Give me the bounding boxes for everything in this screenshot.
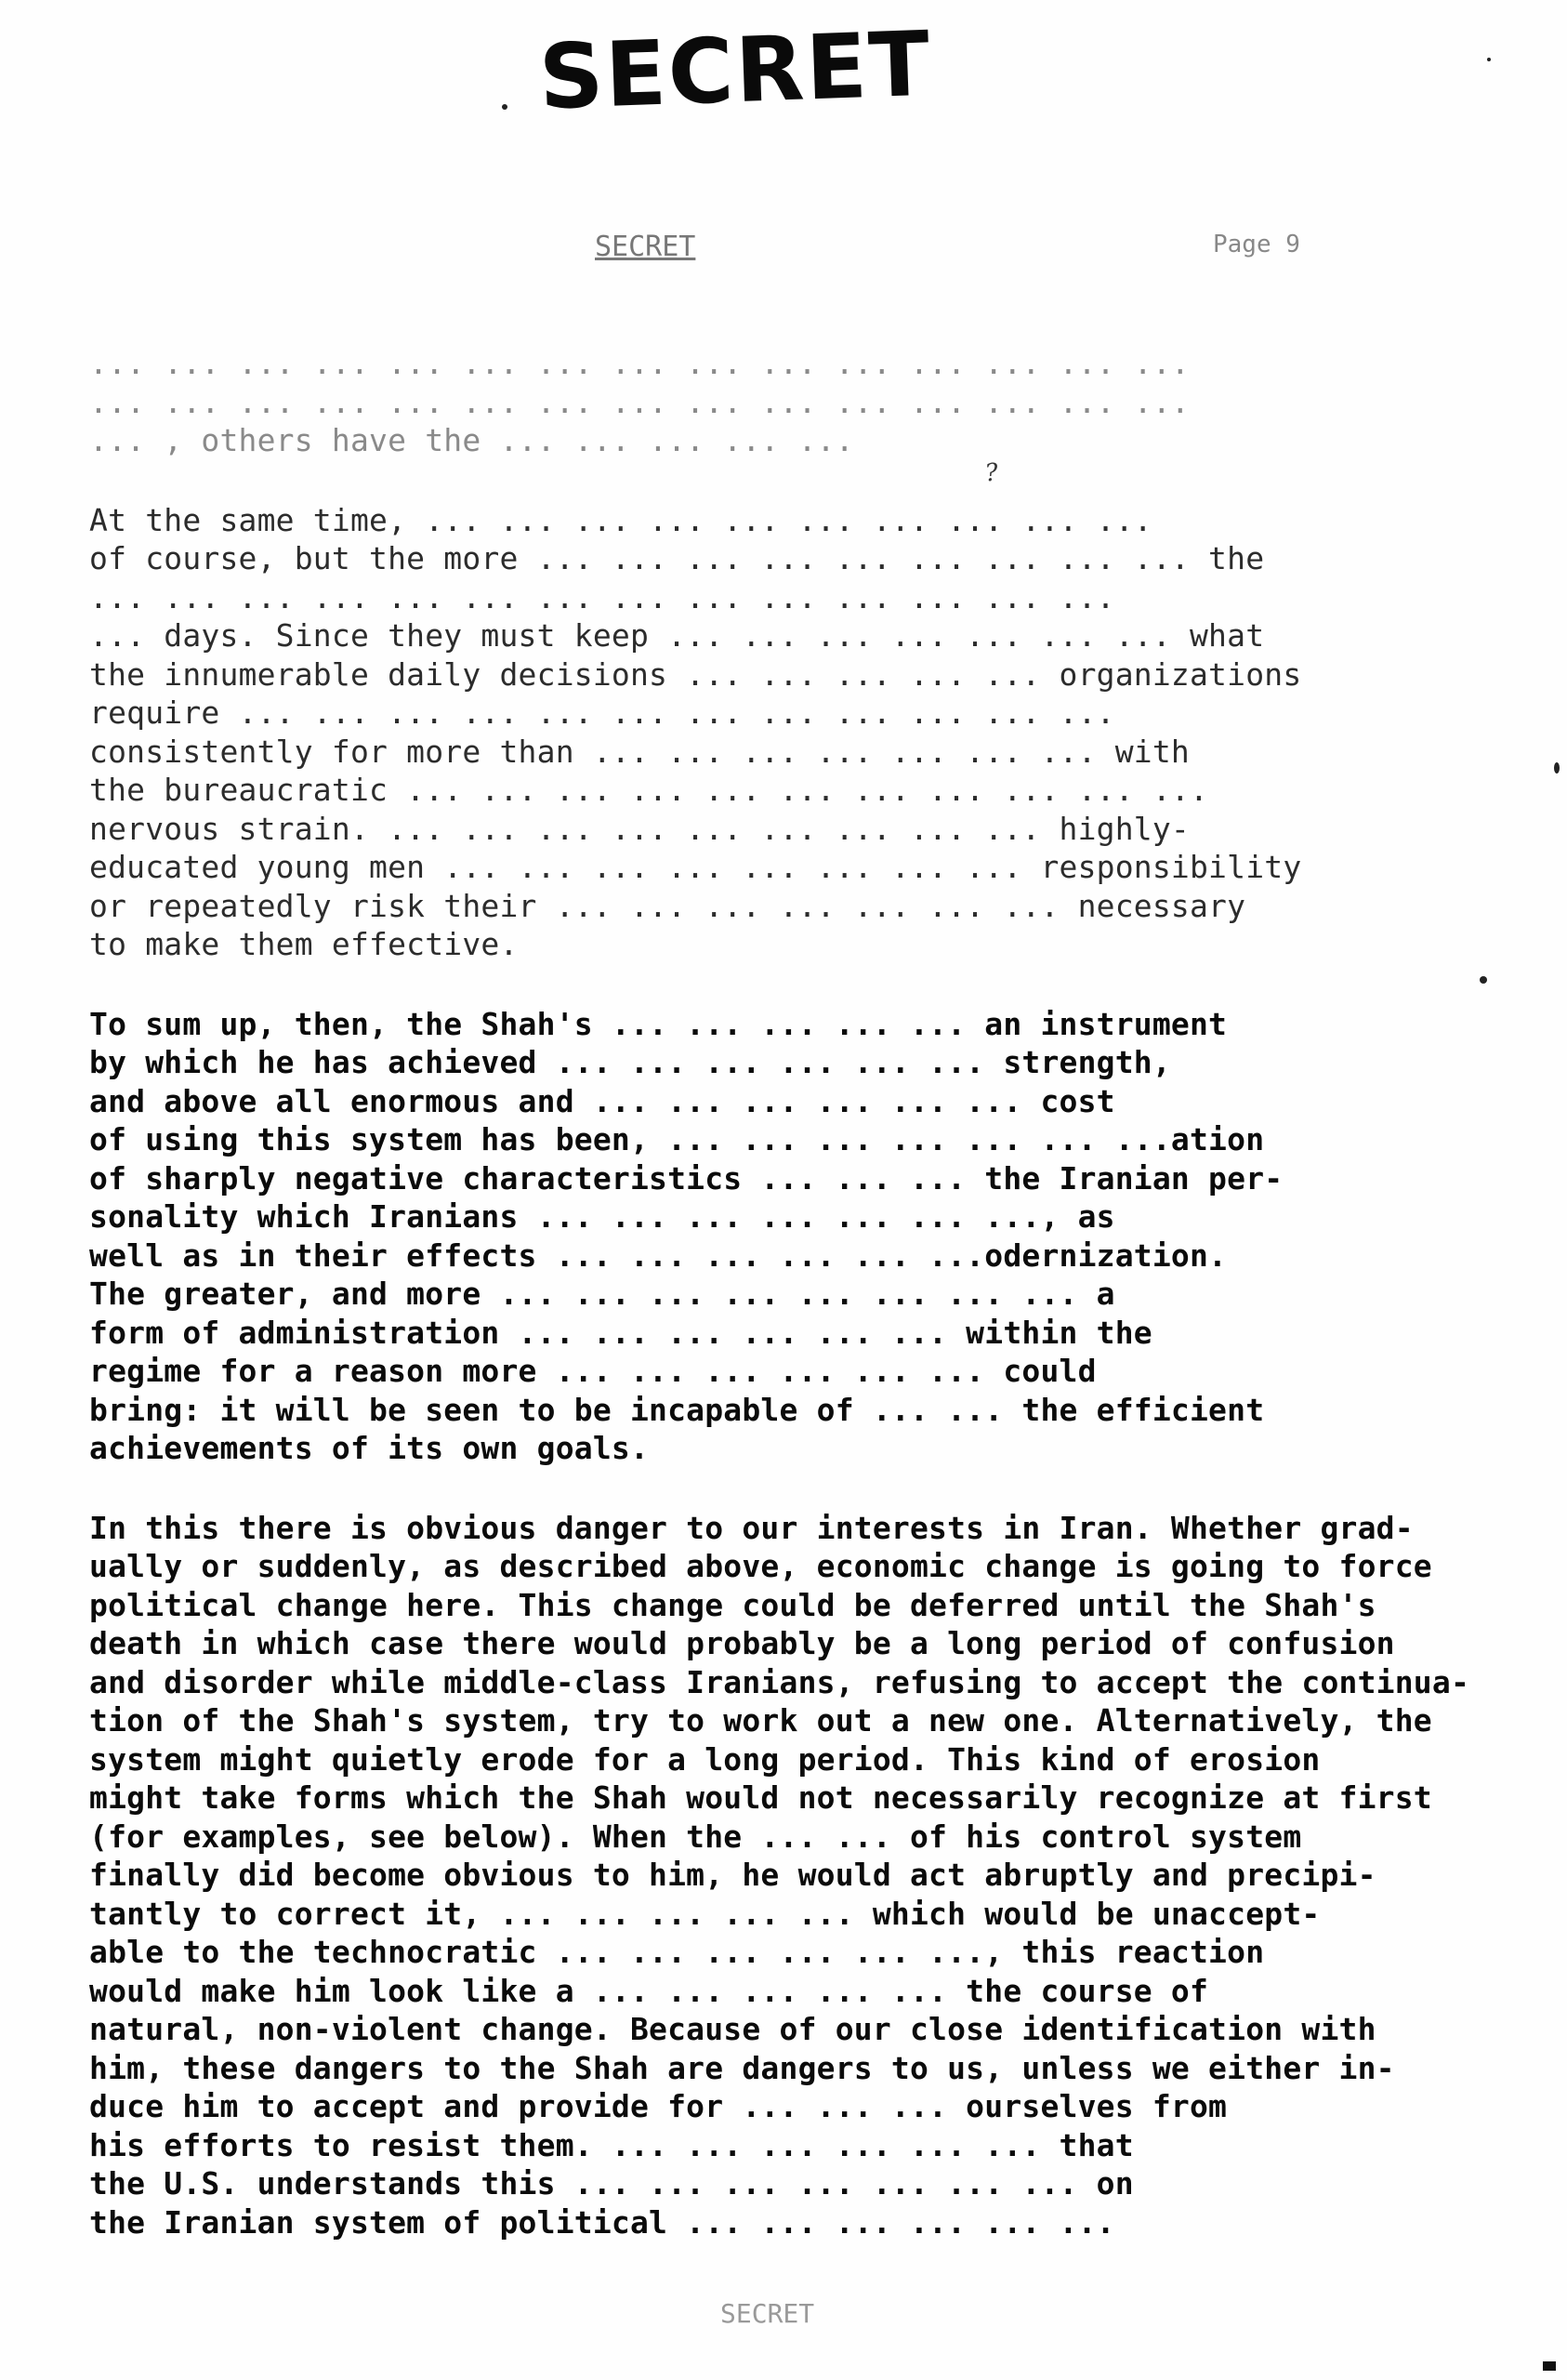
- header-classification: SECRET: [595, 231, 696, 263]
- scan-speck: [502, 104, 507, 110]
- page-number: Page 9: [1213, 231, 1300, 258]
- paragraph-4: In this there is obvious danger to our interests in Iran. Whether grad- ually or suddenly, as described above, economic change is going to force political change here. This change could be deferred until the Shah's death in which case there would probably be a long period of confusion and disorder while middle-class Iranians, refusing to accept the continua- tion of the Shah's system, try to work out a new one. Alternatively, the system might quietly erode for a long period. This kind of erosion might take forms which the Shah would not necessarily recognize at first (for examples, see below). When the ... ... of his control system finally did become obvious to him, he would act abruptly and precipi- tantly to correct it, ... ... ... ... ... which would be unaccept- able to the technocratic ... ... ... ... ... ..., this reaction would make him look like a ... ... ... ... ... the course of natural, non-violent change. Because of our close identification with him, these dangers to the Shah are dangers to us, unless we either in- duce him to accept and provide for ... ... ... ourselves from his efforts to resist them. ... ... ... ... ... ... that the U.S. understands this ... ... ... ... ... ... ... on the Iranian system of political ... ... ... ... ... ...: [89, 1509, 1470, 2241]
- handwritten-annotation: ?: [983, 458, 1000, 488]
- paragraph-3: To sum up, then, the Shah's ... ... ... ... ... an instrument by which he has achieved ... ... ... ... ... ... strength, and above all enormous and ... ... ... ... ... ... cost of using this system has been, ... ... ... ... ... ... ...ation of sharply negative characteristics ... ... ... the Iranian per- sonality which Iranians ... ... ... ... ... ... ..., as well as in their effects ... ... ... ... ... ...odernization. The greater, and more ... ... ... ... ... ... ... ... a form of administration ... ... ... ... ... ... within the regime for a reason more ... ... ... ... ... ... could bring: it will be seen to be incapable of ... ... the efficient achievements of its own goals.: [89, 1005, 1284, 1466]
- paragraph-1: ... ... ... ... ... ... ... ... ... ... ... ... ... ... ... ... ... ... ... ... ... ... ... ... ... ... ... ... ... ... ... , others have the ... ... ... ... ...: [89, 345, 1190, 458]
- scan-edge-mark: [1543, 2361, 1556, 2371]
- paragraph-2: At the same time, ... ... ... ... ... ... ... ... ... ... of course, but the more ... ... ... ... ... ... ... ... ... the ... ... ... ... ... ... ... ... ... ... ... ... ... ... ... days. Since they must keep ... ... ... ... ... ... ... what the innumerable daily decisions ... ... ... ... ... organizations require ... ... ... ... ... ... ... ... ... ... ... ... consistently for more than ... ... ... ... ... ... ... with the bureaucratic ... ... ... ... ... ... ... ... ... ... ... nervous strain. ... ... ... ... ... ... ... ... ... highly- educated young men ... ... ... ... ... ... ... ... responsibility or repeatedly risk their ... ... ... ... ... ... ... necessary to make them effective.: [89, 501, 1302, 962]
- scan-speck: [1554, 762, 1560, 774]
- scan-speck: [1487, 58, 1491, 61]
- footer-classification: SECRET: [720, 2298, 815, 2329]
- classification-stamp: SECRET: [537, 11, 933, 130]
- document-body: [89, 344, 1502, 2282]
- scan-speck: [1480, 976, 1487, 984]
